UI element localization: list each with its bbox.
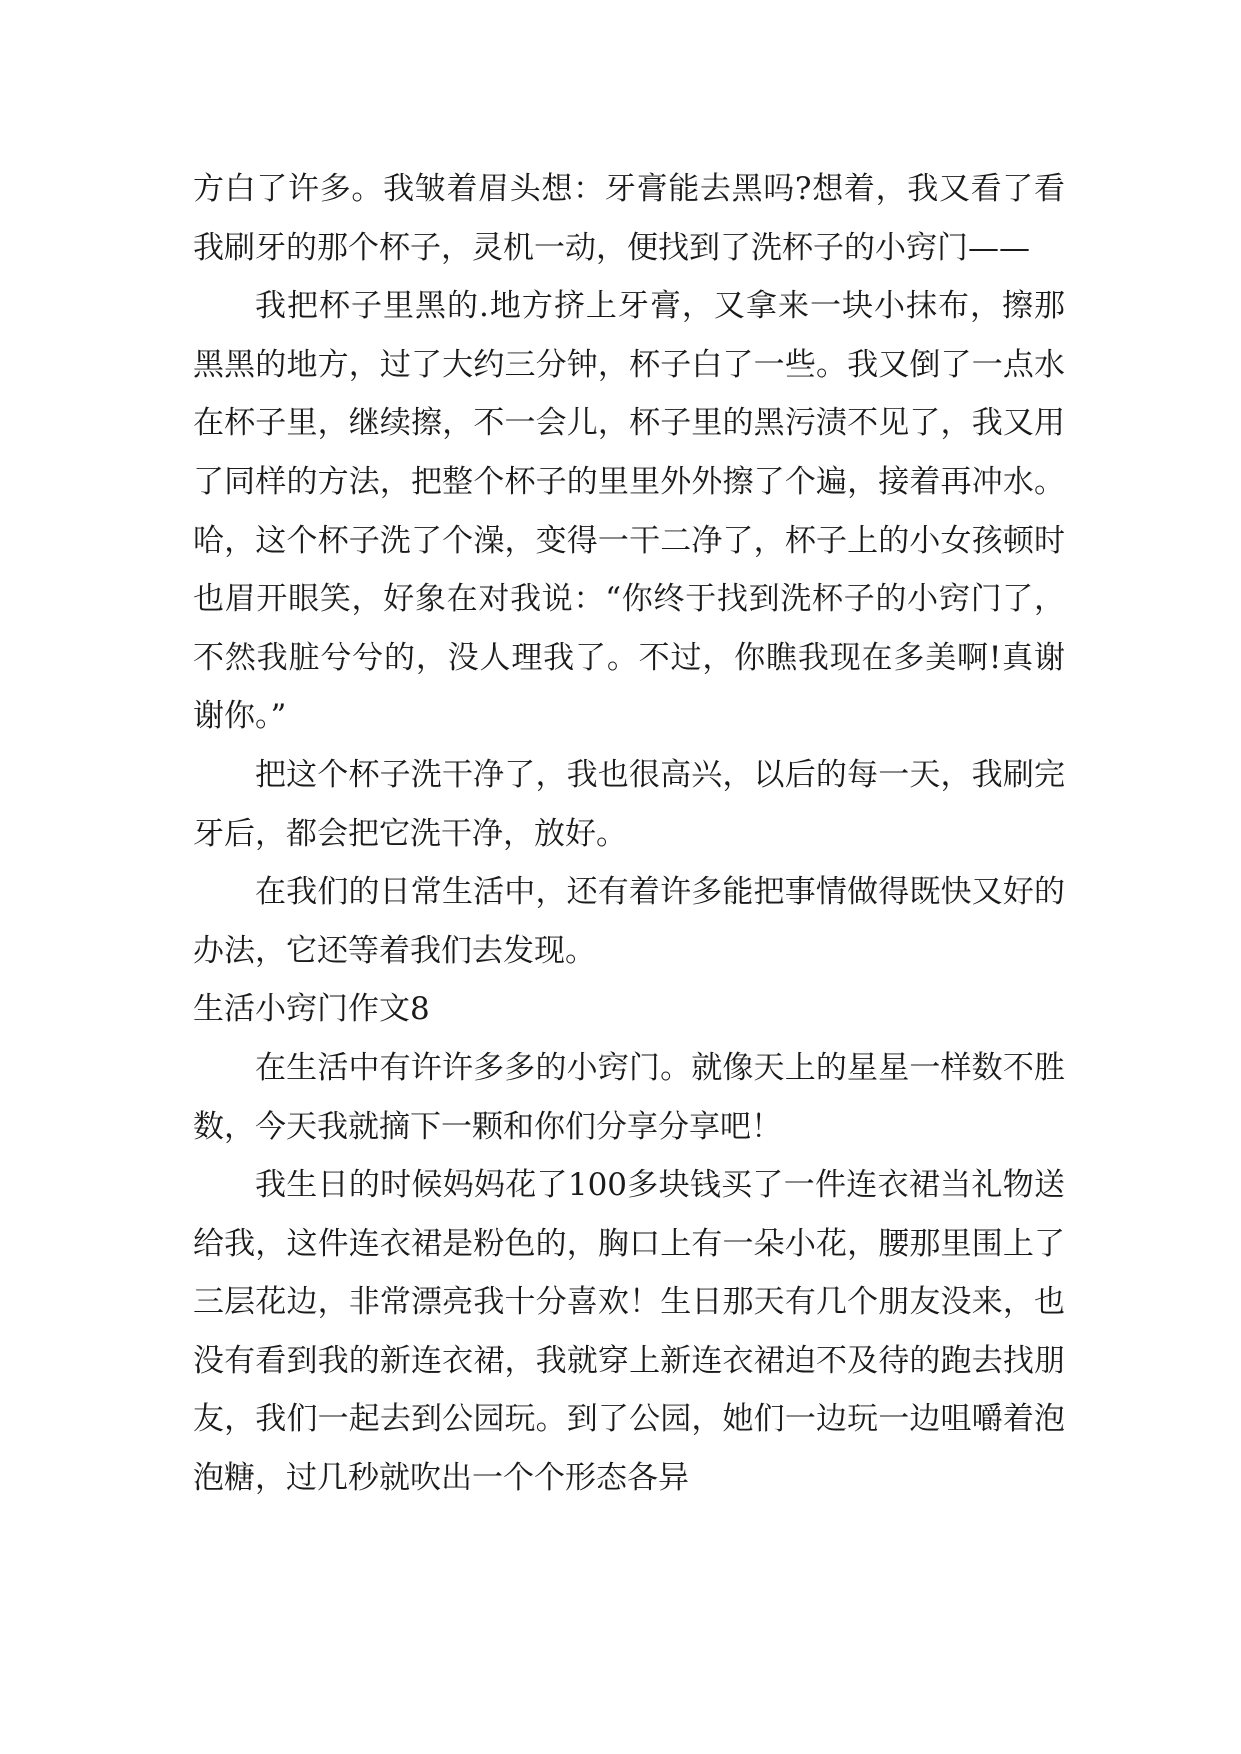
paragraph: 我生日的时候妈妈花了100多块钱买了一件连衣裙当礼物送给我，这件连衣裙是粉色的，胸口上有一朵小花，腰那里围上了三层花边，非常漂亮我十分喜欢！生日那天有几个朋友没来，也没有看到我的新连衣裙，我就穿上新连衣裙迫不及待的跑去找朋友，我们一起去到公园玩。到了公园，她们一边玩一边咀嚼着泡泡糖，过几秒就吹出一个个形态各异	[193, 1167, 1065, 1497]
paragraph: 把这个杯子洗干净了，我也很高兴，以后的每一天，我刷完牙后，都会把它洗干净，放好。	[193, 756, 1065, 852]
paragraph: 我把杯子里黑的.地方挤上牙膏，又拿来一块小抹布，擦那黑黑的地方，过了大约三分钟，杯子白了一些。我又倒了一点水在杯子里，继续擦，不一会儿，杯子里的黑污渍不见了，我又用了同样的方法，把整个杯子的里里外外擦了个遍，接着再冲水。哈，这个杯子洗了个澡，变得一干二净了，杯子上的小女孩顿时也眉开眼笑，好象在对我说：“你终于找到洗杯子的小窍门了，不然我脏兮兮的，没人理我了。不过，你瞧我现在多美啊!真谢谢你。”	[193, 288, 1065, 735]
paragraph: 方白了许多。我皱着眉头想：牙膏能去黑吗?想着，我又看了看我刷牙的那个杯子，灵机一动，便找到了洗杯子的小窍门——	[193, 171, 1065, 266]
section-heading: 生活小窍门作文8	[193, 991, 430, 1028]
paragraph: 在我们的日常生活中，还有着许多能把事情做得既快又好的办法，它还等着我们去发现。	[193, 874, 1065, 969]
document-body	[193, 160, 1065, 1508]
paragraph: 在生活中有许许多多的小窍门。就像天上的星星一样数不胜数，今天我就摘下一颗和你们分享分享吧！	[193, 1049, 1065, 1145]
